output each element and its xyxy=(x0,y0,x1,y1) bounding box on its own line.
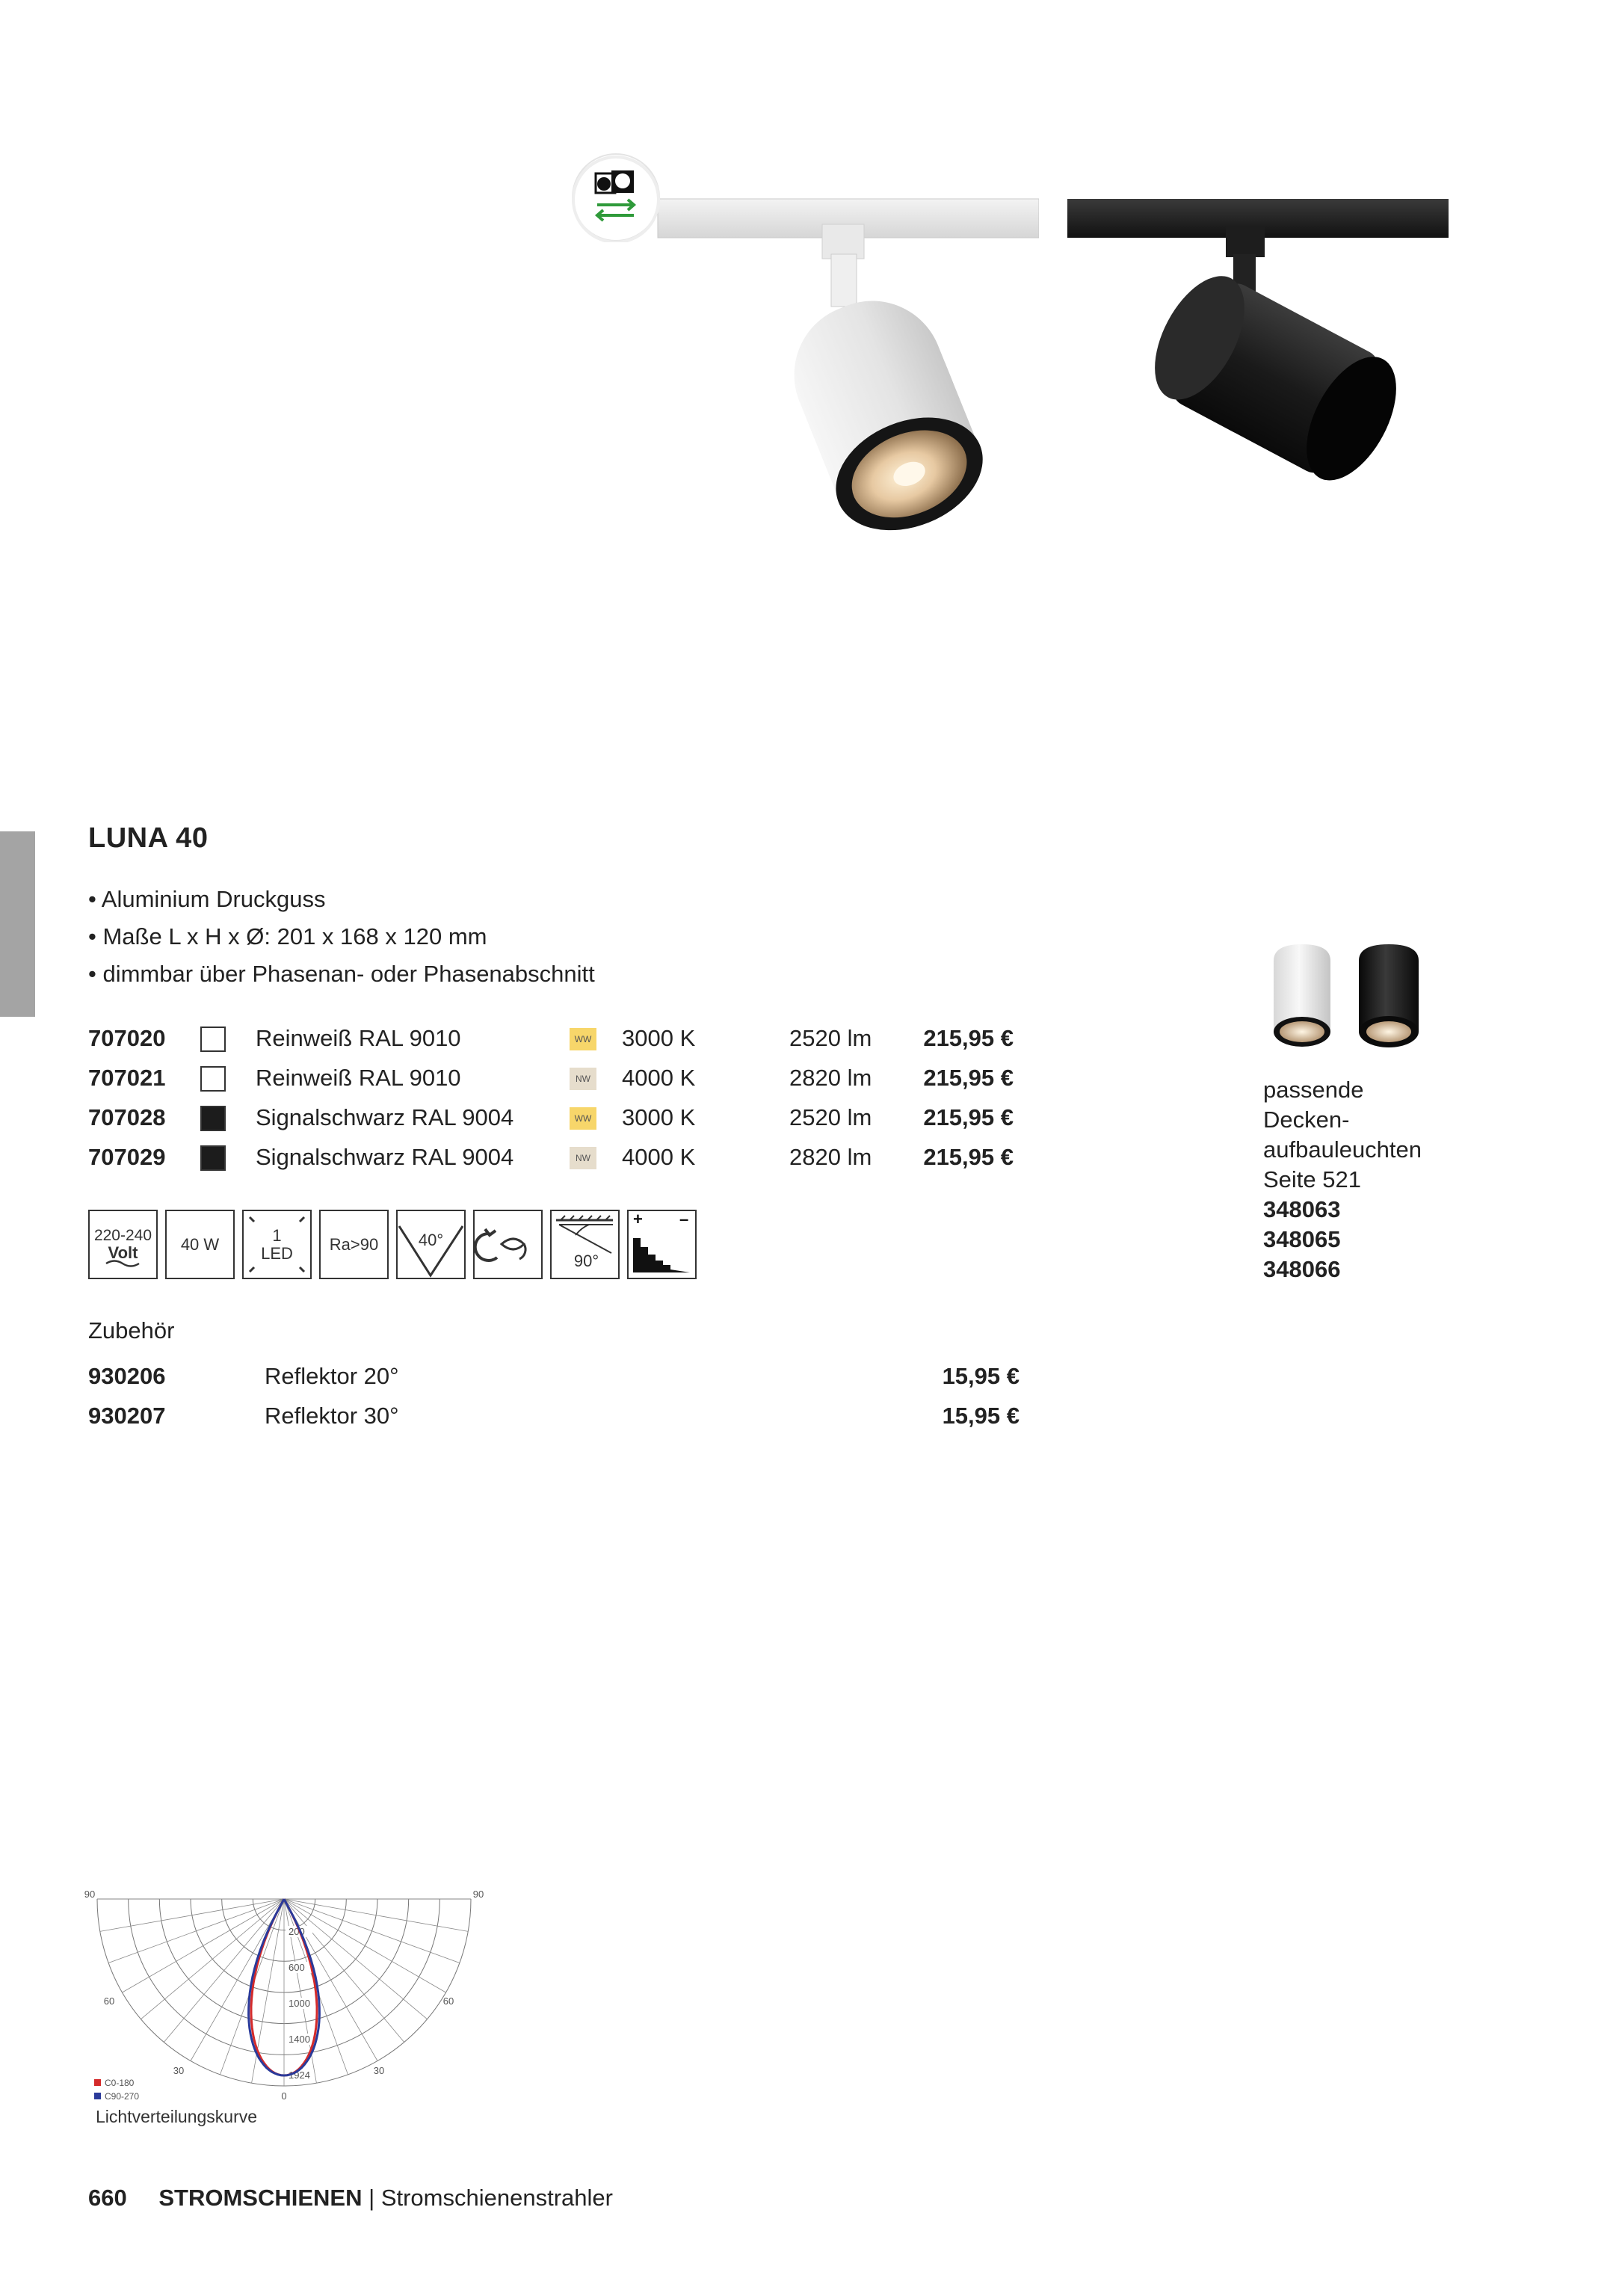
color-swatch-cell xyxy=(200,1137,256,1177)
section-title: STROMSCHIENEN xyxy=(158,2185,363,2211)
color-swatch xyxy=(200,1027,226,1052)
light-color-badge: NW xyxy=(570,1147,596,1169)
accessory-row xyxy=(88,1356,1020,1396)
led-count-icon: 1 LED xyxy=(242,1210,312,1279)
radial-label: 1400 xyxy=(289,2034,310,2045)
article-number: 707021 xyxy=(88,1064,166,1091)
color-name: Signalschwarz RAL 9004 xyxy=(256,1143,514,1170)
color-name: Reinweiß RAL 9010 xyxy=(256,1064,461,1091)
light-color-badge-cell xyxy=(570,1137,622,1177)
legend-swatch xyxy=(94,2093,101,2099)
beam-angle-icon: 40° xyxy=(396,1210,466,1279)
spec-icon-row xyxy=(88,1210,697,1279)
luminous-flux: 2520 lm xyxy=(789,1104,872,1130)
luminous-flux: 2820 lm xyxy=(789,1143,872,1170)
color-temperature: 3000 K xyxy=(622,1104,696,1130)
rotatable-icon xyxy=(473,1210,543,1279)
chapter-tab xyxy=(0,831,35,1017)
article-number: 707029 xyxy=(88,1143,166,1170)
subsection-title: Stromschienenstrahler xyxy=(380,2185,613,2211)
feature-item: • Aluminium Druckguss xyxy=(88,881,595,918)
wattage-icon: 40 W xyxy=(165,1210,235,1279)
dimmable-icon xyxy=(627,1210,697,1279)
tilt-angle-icon: 90° xyxy=(550,1210,620,1279)
luminous-flux: 2520 lm xyxy=(789,1024,872,1051)
accessories-table xyxy=(88,1356,1020,1435)
price: 215,95 € xyxy=(923,1143,1014,1170)
angle-label: 60 xyxy=(103,1995,115,2007)
light-distribution-diagram xyxy=(82,1884,501,2112)
color-name: Reinweiß RAL 9010 xyxy=(256,1024,461,1051)
accessory-article: 930206 xyxy=(88,1362,166,1389)
angle-label: 30 xyxy=(173,2064,185,2076)
price: 215,95 € xyxy=(923,1064,1014,1091)
radial-label: 600 xyxy=(289,1962,305,1973)
angle-label: 60 xyxy=(442,1995,454,2007)
variant-table xyxy=(88,1018,1014,1177)
accessory-row xyxy=(88,1396,1020,1435)
color-swatch-cell xyxy=(200,1018,256,1058)
accessory-article: 930207 xyxy=(88,1402,166,1429)
ceiling-line: passende xyxy=(1263,1077,1364,1103)
ceiling-line: Decken- xyxy=(1263,1107,1350,1133)
color-temperature: 4000 K xyxy=(622,1143,696,1170)
variant-row xyxy=(88,1098,1014,1137)
angle-label: 90 xyxy=(84,1889,96,1900)
price: 215,95 € xyxy=(923,1104,1014,1130)
color-temperature: 3000 K xyxy=(622,1024,696,1051)
diagram-caption: Lichtverteilungskurve xyxy=(96,2107,258,2126)
ceiling-line: Seite 521 xyxy=(1263,1166,1361,1192)
product-title: LUNA 40 xyxy=(88,822,209,854)
color-swatch-cell xyxy=(200,1098,256,1137)
accessory-name: Reflektor 20° xyxy=(265,1362,399,1389)
dimmable-minus-icon: – xyxy=(679,1211,689,1228)
product-photo-black xyxy=(1067,142,1449,546)
legend-swatch xyxy=(94,2079,101,2086)
accessories-heading: Zubehör xyxy=(88,1317,175,1344)
page-footer xyxy=(88,2185,613,2212)
color-swatch xyxy=(200,1106,226,1131)
color-swatch xyxy=(200,1066,226,1092)
ceiling-article: 348066 xyxy=(1263,1256,1341,1282)
price: 215,95 € xyxy=(923,1024,1014,1051)
feature-item: • Maße L x H x Ø: 201 x 168 x 120 mm xyxy=(88,918,595,955)
cri-icon: Ra>90 xyxy=(319,1210,389,1279)
footer-separator: | xyxy=(368,2185,375,2211)
light-color-badge-cell xyxy=(570,1098,622,1137)
page-number: 660 xyxy=(88,2185,127,2211)
accessory-price: 15,95 € xyxy=(942,1402,1020,1429)
accessory-price: 15,95 € xyxy=(942,1362,1020,1389)
ceiling-line: aufbauleuchten xyxy=(1263,1136,1422,1163)
ceiling-luminaires-note xyxy=(1263,1075,1422,1284)
exchangeable-reflector-icon xyxy=(571,153,661,242)
luminous-flux: 2820 lm xyxy=(789,1064,872,1091)
angle-label: 30 xyxy=(373,2064,385,2076)
variant-row xyxy=(88,1058,1014,1098)
color-temperature: 4000 K xyxy=(622,1064,696,1091)
radial-label: 1924 xyxy=(289,2069,310,2081)
light-color-badge: WW xyxy=(570,1028,596,1050)
ceiling-article: 348065 xyxy=(1263,1226,1341,1252)
light-color-badge-cell xyxy=(570,1018,622,1058)
legend-label: C90-270 xyxy=(105,2091,140,2102)
variant-row xyxy=(88,1018,1014,1058)
ceiling-article: 348063 xyxy=(1263,1196,1341,1222)
color-name: Signalschwarz RAL 9004 xyxy=(256,1104,514,1130)
angle-label: 90 xyxy=(472,1889,484,1900)
radial-label: 200 xyxy=(289,1926,305,1937)
light-color-badge: WW xyxy=(570,1107,596,1130)
accessory-name: Reflektor 30° xyxy=(265,1402,399,1429)
color-swatch-cell xyxy=(200,1058,256,1098)
light-color-badge: NW xyxy=(570,1068,596,1090)
angle-label: 0 xyxy=(281,2090,287,2102)
legend-label: C0-180 xyxy=(105,2078,135,2088)
dimmable-plus-icon: + xyxy=(633,1211,643,1228)
light-color-badge-cell xyxy=(570,1058,622,1098)
radial-label: 1000 xyxy=(289,1998,310,2009)
feature-item: • dimmbar über Phasenan- oder Phasenabschnitt xyxy=(88,955,595,993)
ceiling-luminaires-photo xyxy=(1263,938,1443,1069)
color-swatch xyxy=(200,1145,226,1171)
variant-row xyxy=(88,1137,1014,1177)
article-number: 707020 xyxy=(88,1024,166,1051)
voltage-icon: 220-240 Volt xyxy=(88,1210,158,1279)
feature-list xyxy=(88,881,595,993)
article-number: 707028 xyxy=(88,1104,166,1130)
